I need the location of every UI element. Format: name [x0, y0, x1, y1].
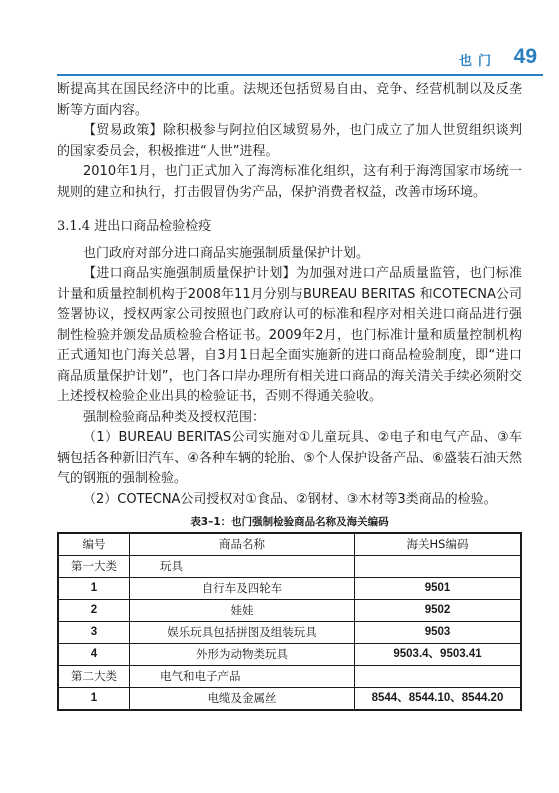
table-row: [58, 600, 521, 622]
paragraph-scope-title: 强制检验商品种类及授权范围：: [83, 409, 266, 425]
cell-name: 电气和电子产品: [130, 666, 355, 688]
paragraph-quality-plan: 【进口商品实施强制质量保护计划】为加强对进口产品质量监管，也门标准计量和质量控制机构于2008年11月分别与BUREAU BERITAS 和COTECNA公司签署协议，授权两家公司按照也门政府认可的标准和程序对相关进口商品进行强制性检验并颁发品质检验合格证书。2009年2月，也门标准计量和质量控制机构正式通知也门海关总署，自3月1日起全面实施新的进口商品检验制度，即“进口商品质量保护计划”，也门各口岸办理所有相关进口商品的海关清关手续必须附交上述授权检验企业出具的检验证书，否则不得通关验收。: [57, 266, 522, 404]
cell-hs-code: 9503.4、9503.41: [355, 644, 522, 666]
cell-hs-code: [355, 556, 522, 578]
cell-number: 第一大类: [58, 556, 130, 578]
cell-number: 1: [58, 688, 130, 711]
page-number: 49: [513, 45, 537, 68]
table-category-row: [58, 666, 521, 688]
table-category-row: [58, 556, 521, 578]
section-heading: 3.1.4 进出口商品检验检疫: [57, 219, 212, 234]
cell-number: 3: [58, 622, 130, 644]
paragraph-trade-policy: 【贸易政策】除积极参与阿拉伯区域贸易外，也门成立了加人世贸组织谈判的国家委员会，积极推进“人世”进程。: [57, 123, 522, 159]
table-row: [58, 622, 521, 644]
running-section-title: 也门: [458, 54, 497, 69]
col-header-name: 商品名称: [130, 533, 355, 556]
cell-hs-code: 8544、8544.10、8544.20: [355, 688, 522, 711]
table-header-row: [58, 533, 521, 556]
cell-number: 2: [58, 600, 130, 622]
page-body: [57, 80, 522, 711]
col-header-number: 编号: [58, 533, 130, 556]
cell-name: 娃娃: [130, 600, 355, 622]
cell-hs-code: [355, 666, 522, 688]
paragraph-continued: 断提高其在国民经济中的比重。法规还包括贸易自由、竞争、经营机制以及反垄断等方面内容。: [57, 82, 522, 118]
table-row: [58, 688, 521, 711]
cell-name: 娱乐玩具包括拼图及组装玩具: [130, 622, 355, 644]
cell-name: 自行车及四轮车: [130, 578, 355, 600]
paragraph-bureau-beritas: （1）BUREAU BERITAS公司实施对①儿童玩具、②电子和电气产品、③车辆包括各种新旧汽车、④各种车辆的轮胎、⑤个人保护设备产品、⑥盛装石油天然气的钢瓶的强制检验。: [57, 430, 522, 486]
cell-name: 玩具: [130, 556, 355, 578]
table-row: [58, 644, 521, 666]
cell-hs-code: 9501: [355, 578, 522, 600]
cell-name: 外形为动物类玩具: [130, 644, 355, 666]
cell-number: 第二大类: [58, 666, 130, 688]
col-header-hs-code: 海关HS编码: [355, 533, 522, 556]
header-rule: [57, 74, 543, 76]
inspection-table: [57, 532, 522, 711]
cell-hs-code: 9502: [355, 600, 522, 622]
cell-number: 1: [58, 578, 130, 600]
cell-name: 电缆及金属丝: [130, 688, 355, 711]
table-body: [58, 556, 521, 711]
cell-number: 4: [58, 644, 130, 666]
paragraph-cotecna: （2）COTECNA公司授权对①食品、②钢材、③木材等3类商品的检验。: [83, 491, 497, 507]
table-caption: 表3–1：也门强制检验商品名称及海关编码: [190, 516, 389, 528]
page-header: [0, 0, 559, 80]
paragraph-intro: 也门政府对部分进口商品实施强制质量保护计划。: [83, 245, 370, 261]
paragraph-gso: 2010年1月，也门正式加入了海湾标准化组织，这有利于海湾国家市场统一规则的建立和执行，打击假冒伪劣产品，保护消费者权益，改善市场环境。: [57, 164, 522, 200]
cell-hs-code: 9503: [355, 622, 522, 644]
table-row: [58, 578, 521, 600]
